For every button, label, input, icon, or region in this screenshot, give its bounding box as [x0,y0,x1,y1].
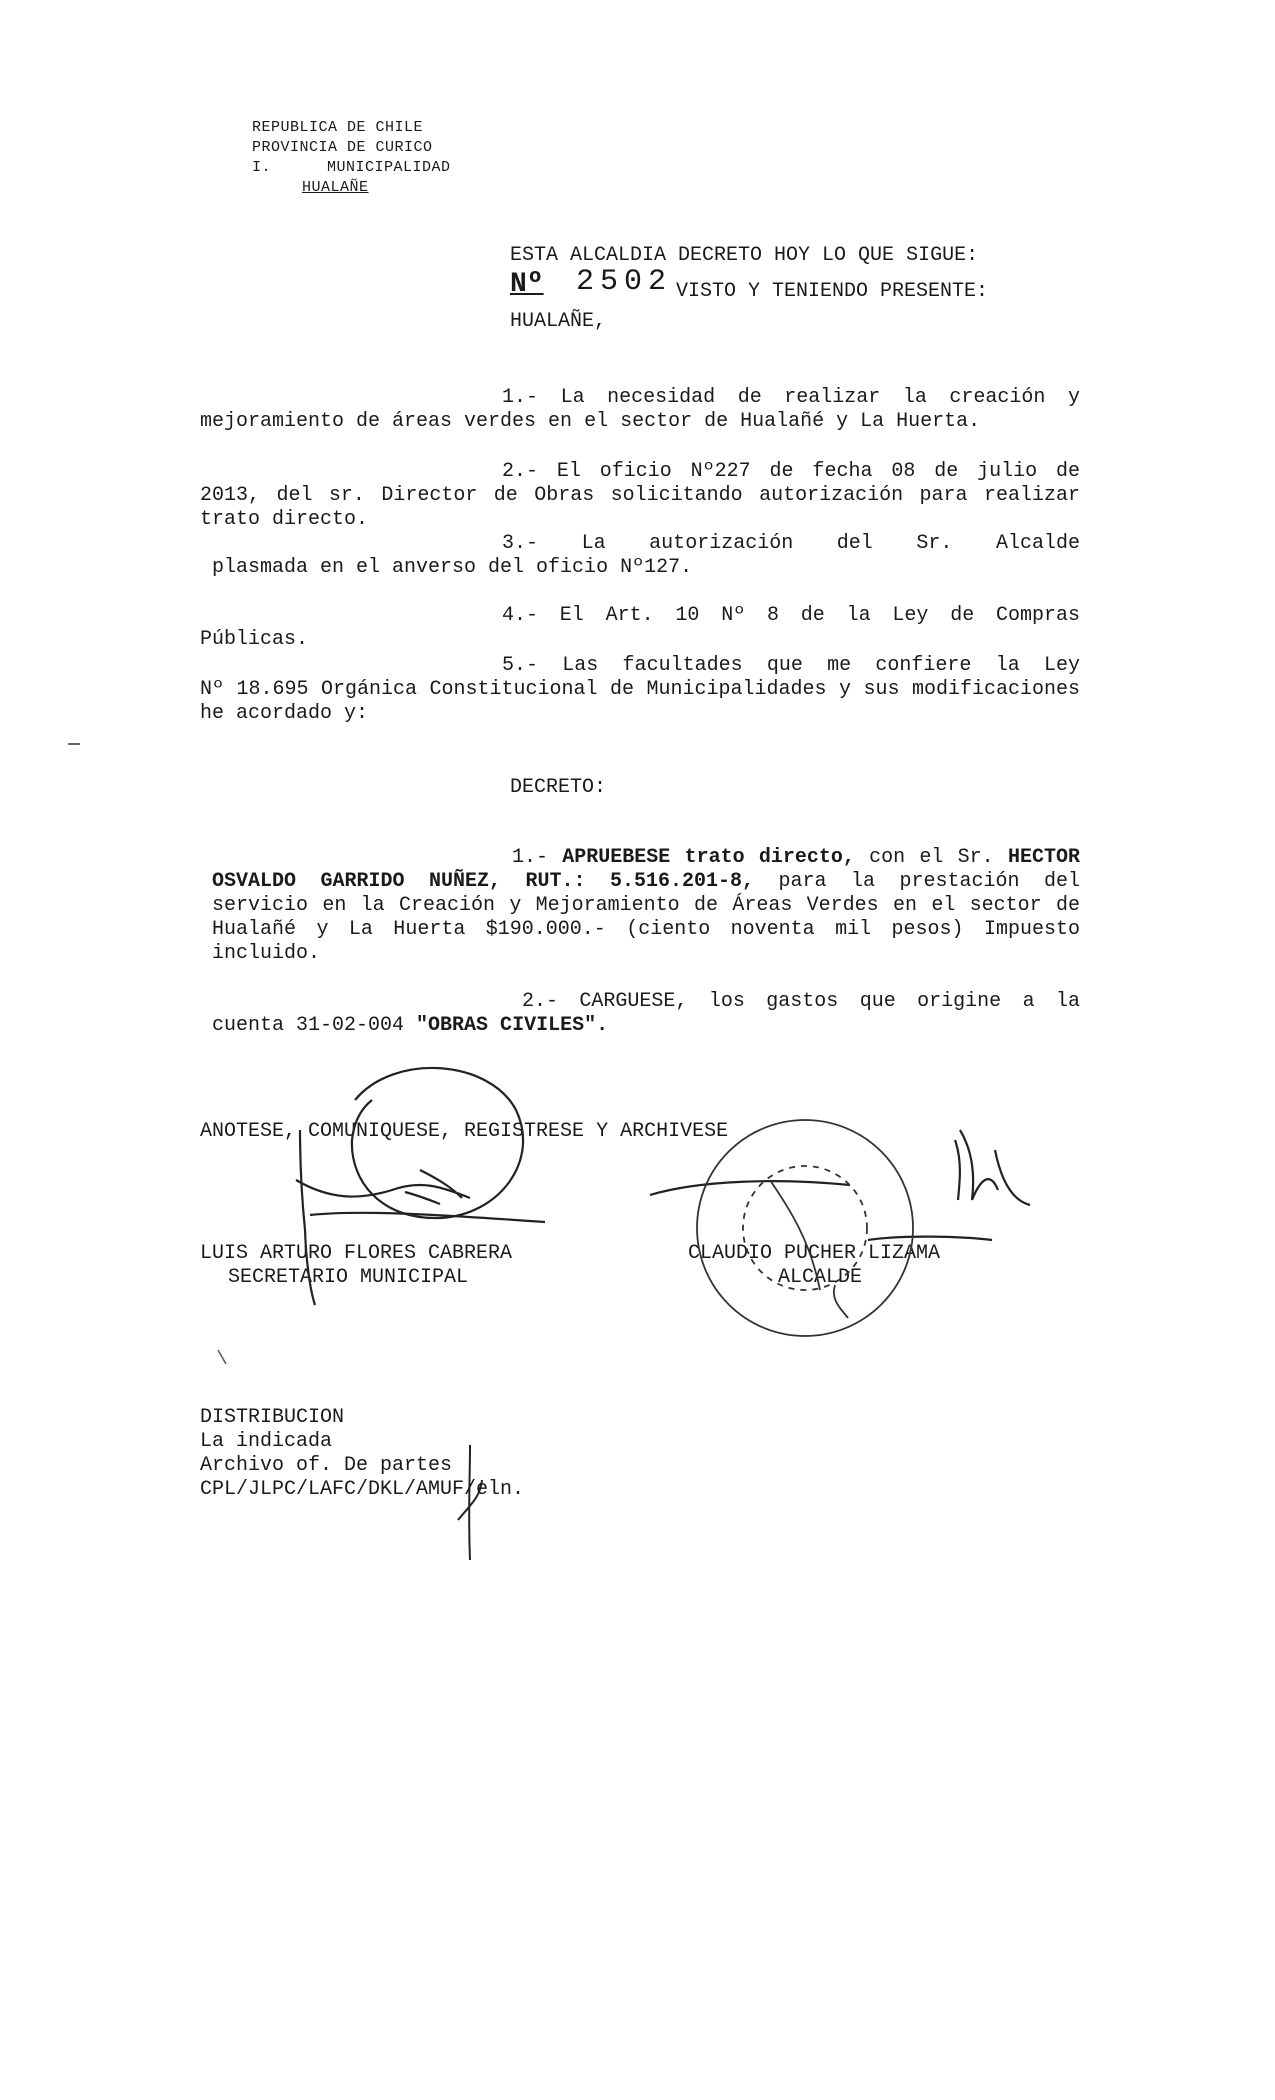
intro-line: ESTA ALCALDIA DECRETO HOY LO QUE SIGUE: [510,244,979,267]
mayor-signature [650,1130,1030,1240]
scan-mark [218,1350,226,1364]
secretary-signature [296,1068,545,1305]
municipal-stamp [697,1120,913,1336]
header-provincia: PROVINCIA DE CURICO [252,139,433,156]
secretary-name: LUIS ARTURO FLORES CABRERA [200,1242,513,1265]
distribution-title: DISTRIBUCION [200,1406,345,1429]
consideration-5-first: 5.- Las facultades que me confiere la Ley [502,654,1080,677]
distribution-line: CPL/JLPC/LAFC/DKL/AMUF/eln. [200,1478,525,1501]
header-republica: REPUBLICA DE CHILE [252,119,424,136]
consideration-2-rest: 2013, del sr. Director de Obras solicitando autorización para realizar trato directo. [200,484,1080,531]
decree-item-1-approve: APRUEBESE trato directo, [562,846,855,869]
consideration-1-first: 1.- La necesidad de realizar la creación y [502,386,1080,409]
consideration-3-rest: plasmada en el anverso del oficio Nº127. [212,556,693,579]
decree-item-2-first: 2.- CARGUESE, los gastos que origine a la [522,990,1080,1013]
decree-title: DECRETO: [510,776,607,799]
decree-item-2-account-text: cuenta 31-02-004 [212,1014,405,1037]
consideration-3-first: 3.- La autorización del Sr. Alcalde [502,532,1080,555]
header-municipalidad: MUNICIPALIDAD [327,159,451,176]
decree-number: 2502 [576,265,673,299]
secretary-title: SECRETARIO MUNICIPAL [228,1266,469,1289]
distribution-line: La indicada [200,1430,333,1453]
decree-item-2-account-name: "OBRAS CIVILES". [416,1014,609,1037]
decree-item-1-description: para la prestación del servicio en la Creación y Mejoramiento de Áreas Verdes en el sector de Hualañé y La Huerta $190.000.- (ciento noventa mil pesos) Impuesto incluido. [212,870,1080,965]
place-hualane: HUALAÑE, [510,310,607,333]
header-hualane: HUALAÑE [302,179,369,196]
decree-item-1-provider: HECTOR OSVALDO GARRIDO NUÑEZ, RUT.: 5.516.201-8, [212,846,1080,893]
mayor-name: CLAUDIO PUCHER LIZAMA [688,1242,941,1265]
consideration-5-rest: Nº 18.695 Orgánica Constitucional de Municipalidades y sus modificaciones he acordado y: [200,678,1080,725]
distribution-mark [458,1445,482,1560]
consideration-4-rest: Públicas. [200,628,309,651]
consideration-1-rest: mejoramiento de áreas verdes en el sector de Hualañé y La Huerta. [200,410,981,433]
consideration-4-first: 4.- El Art. 10 Nº 8 de la Ley de Compras [502,604,1080,627]
decree-number-label: Nº [510,269,544,300]
consideration-2-first: 2.- El oficio Nº227 de fecha 08 de julio de [502,460,1080,483]
mayor-title: ALCALDE [778,1266,863,1289]
distribution-line: Archivo of. De partes [200,1454,453,1477]
header-municipalidad-prefix: I. [252,159,272,176]
visto-line: VISTO Y TENIENDO PRESENTE: [676,280,989,303]
decree-item-1-with: con el Sr. [869,846,994,869]
closing-line: ANOTESE, COMUNIQUESE, REGISTRESE Y ARCHIVESE [200,1120,729,1143]
decree-item-1-number: 1.- [512,846,549,869]
